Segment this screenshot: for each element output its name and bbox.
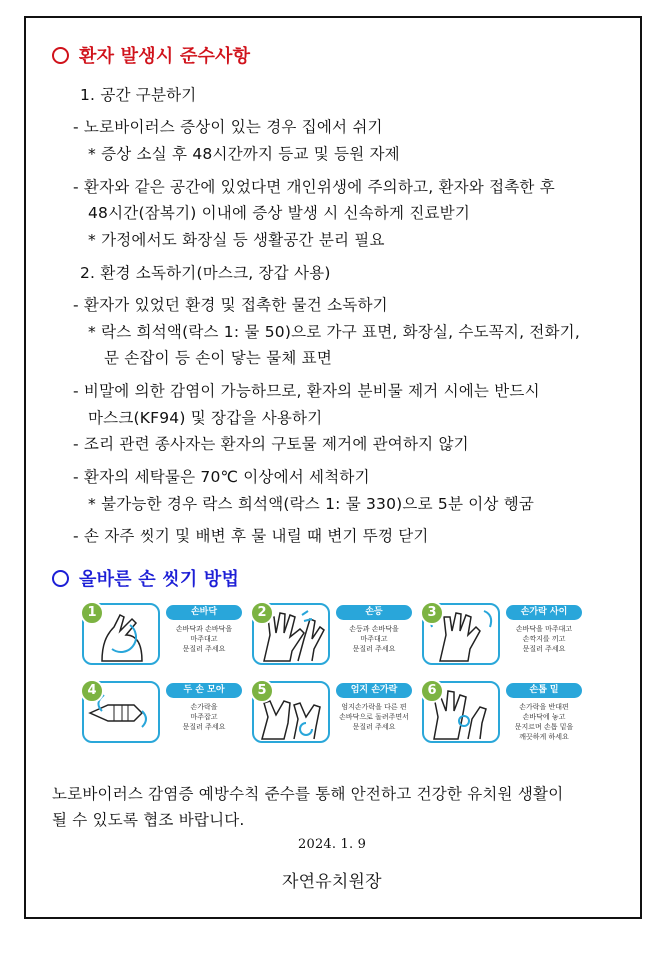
step-number: 1	[80, 601, 104, 625]
step-description: 손등과 손바닥을 마주대고 문질러 주세요	[349, 625, 399, 653]
document-date: 2024. 1. 9	[298, 837, 367, 852]
step-description: 손바닥을 마주대고 손깍지를 끼고 문질러 주세요	[515, 625, 573, 653]
list-item: - 환자가 있었던 환경 및 접촉한 물건 소독하기	[73, 296, 388, 314]
step-label: 손톱 밑	[506, 683, 582, 698]
item-space: 1. 공간 구분하기	[80, 86, 197, 104]
list-item-cont: 마스크(KF94) 및 장갑을 사용하기	[88, 409, 323, 427]
closing-text-1: 노로바이러스 감염증 예방수칙 준수를 통해 안전하고 건강한 유치원 생활이	[52, 785, 564, 803]
list-note: * 증상 소실 후 48시간까지 등교 및 등원 자제	[88, 145, 400, 163]
list-item: - 비말에 의한 감염이 가능하므로, 환자의 분비물 제거 시에는 반드시	[73, 382, 540, 400]
step-description: 손바닥과 손바닥을 마주대고 문질러 주세요	[175, 625, 233, 653]
step-description: 엄지손가락을 다른 편 손바닥으로 돌려주면서 문질러 주세요	[339, 703, 409, 731]
wash-step	[252, 681, 412, 745]
step-label: 손등	[336, 605, 412, 620]
list-item: - 조리 관련 종사자는 환자의 구토물 제거에 관여하지 않기	[73, 435, 469, 453]
step-description: 손가락을 반대편 손바닥에 놓고 문지르며 손톱 밑을 깨끗하게 하세요	[514, 703, 574, 741]
step-number: 5	[250, 679, 274, 703]
list-item: - 손 자주 씻기 및 배변 후 물 내릴 때 변기 뚜껑 닫기	[73, 527, 429, 545]
step-label: 손바닥	[166, 605, 242, 620]
handwashing-steps	[82, 603, 587, 746]
wash-step	[82, 681, 242, 745]
step-number: 4	[80, 679, 104, 703]
list-note-cont: 문 손잡이 등 손이 닿는 물체 표면	[104, 349, 333, 367]
list-item-cont: 48시간(잠복기) 이내에 증상 발생 시 신속하게 진료받기	[88, 204, 471, 222]
section2-title: 올바른 손 씻기 방법	[79, 569, 240, 590]
wash-step	[82, 603, 242, 667]
step-label: 엄지 손가락	[336, 683, 412, 698]
circle-bullet-icon	[52, 570, 69, 587]
circle-bullet-icon	[52, 47, 69, 64]
step-description: 손가락을 마주잡고 문질러 주세요	[182, 703, 226, 731]
step-number: 6	[420, 679, 444, 703]
list-item: - 환자의 세탁물은 70℃ 이상에서 세척하기	[73, 468, 370, 486]
wash-step	[252, 603, 412, 667]
closing-text-2: 될 수 있도록 협조 바랍니다.	[52, 811, 245, 829]
step-label: 손가락 사이	[506, 605, 582, 620]
list-note: * 불가능한 경우 락스 희석액(락스 1: 물 330)으로 5분 이상 헹굼	[88, 495, 535, 513]
wash-step	[422, 603, 582, 667]
wash-step	[422, 681, 582, 745]
list-note: * 가정에서도 화장실 등 생활공간 분리 필요	[88, 231, 385, 249]
section1-title: 환자 발생시 준수사항	[79, 46, 251, 67]
section1-heading	[52, 42, 250, 68]
step-number: 3	[420, 601, 444, 625]
item-disinfect: 2. 환경 소독하기(마스크, 장갑 사용)	[80, 264, 331, 282]
step-label: 두 손 모아	[166, 683, 242, 698]
list-item: - 노로바이러스 증상이 있는 경우 집에서 쉬기	[73, 118, 383, 136]
list-item: - 환자와 같은 공간에 있었다면 개인위생에 주의하고, 환자와 접촉한 후	[73, 178, 555, 196]
signature: 자연유치원장	[282, 872, 382, 892]
list-note: * 락스 희석액(락스 1: 물 50)으로 가구 표면, 화장실, 수도꼭지, 전화기,	[88, 323, 580, 341]
section2-heading	[52, 565, 239, 591]
step-number: 2	[250, 601, 274, 625]
